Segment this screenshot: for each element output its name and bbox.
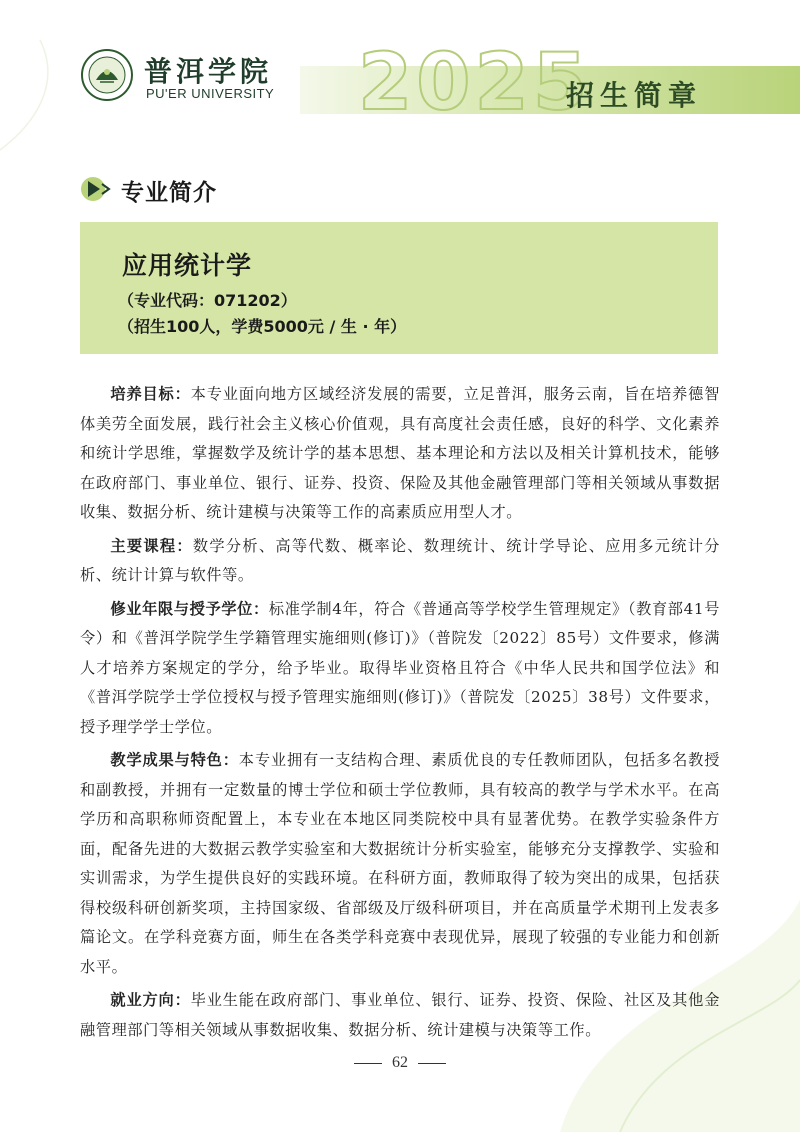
paragraph-label: 主要课程： bbox=[110, 536, 193, 555]
paragraph-text: 标准学制4年，符合《普通高等学校学生管理规定》（教育部41号令）和《普洱学院学生学籍管理实施细则(修订)》（普院发〔2022〕85号）文件要求，修满人才培养方案规定的学分，给予毕业。取得毕业资格且符合《中华人民共和国学位法》和《普洱学院学士学位授权与授予管理实施细则(修订)》（普院发〔2025〕38号）文件要求，授予理学学士学位。 bbox=[80, 599, 721, 736]
paragraph-label: 教学成果与特色： bbox=[110, 751, 239, 769]
paragraph-duration-degree bbox=[80, 595, 720, 743]
brochure-title: 招生简章 bbox=[566, 79, 703, 112]
paragraph-text: 毕业生能在政府部门、事业单位、银行、证券、投资、保险、社区及其他金融管理部门等相关领域从事数据收集、数据分析、统计建模与决策等工作。 bbox=[80, 991, 720, 1039]
school-logo bbox=[80, 48, 300, 108]
paragraph-text: 本专业面向地方区域经济发展的需要，立足普洱，服务云南，旨在培养德智体美劳全面发展，践行社会主义核心价值观，具有高度社会责任感，良好的科学、文化素养和统计学思维，掌握数学及统计学的基本思想、基本理论和方法以及相关计算机技术，能够在政府部门、事业单位、银行、证券、投资、保险及其他金融管理部门等相关领域从事数据收集、数据分析、统计建模与决策等工作的高素质应用型人才。 bbox=[80, 385, 720, 521]
paragraph-label: 培养目标： bbox=[110, 385, 191, 403]
school-name-cn: 普洱学院 bbox=[144, 55, 273, 88]
major-name: 应用统计学 bbox=[122, 251, 253, 280]
major-info-box bbox=[80, 222, 718, 354]
footer-dash-right bbox=[418, 1063, 446, 1064]
footer-dash-left bbox=[354, 1063, 382, 1064]
paragraph-training-goal bbox=[80, 380, 720, 528]
major-enrollment: （招生100人，学费5000元 / 生 · 年） bbox=[118, 317, 407, 336]
paragraph-label: 就业方向： bbox=[110, 991, 191, 1009]
page-number: 62 bbox=[392, 1054, 408, 1071]
section-title: 专业简介 bbox=[121, 180, 217, 206]
page-footer bbox=[0, 1054, 800, 1072]
paragraph-text: 本专业拥有一支结构合理、素质优良的专任教师团队，包括多名教授和副教授，并拥有一定数量的博士学位和硕士学位教师，具有较高的教学与学术水平。在高学历和高职称师资配置上，本专业在本地区同类院校中具有显著优势。在教学实验条件方面，配备先进的大数据云教学实验室和大数据统计分析实验室，能够充分支撑教学、实验和实训需求，为学生提供良好的实践环境。在科研方面，教师取得了较为突出的成果，包括获得校级科研创新奖项，主持国家级、省部级及厅级科研项目，并在高质量学术期刊上发表多篇论文。在学科竞赛方面，师生在各类学科竞赛中表现优异，展现了较强的专业能力和创新水平。 bbox=[80, 751, 721, 976]
major-code: （专业代码：071202） bbox=[118, 291, 297, 310]
school-seal-icon bbox=[80, 48, 134, 102]
paragraph-teaching-achievements bbox=[80, 746, 720, 982]
year-label: 2025 bbox=[358, 38, 592, 128]
paragraph-text: 数学分析、高等代数、概率论、数理统计、统计学导论、应用多元统计分析、统计计算与软件等。 bbox=[80, 536, 721, 584]
paragraph-main-courses bbox=[80, 532, 720, 591]
paragraph-label: 修业年限与授予学位： bbox=[110, 599, 269, 618]
school-name-en: PU'ER UNIVERSITY bbox=[146, 86, 275, 101]
major-description bbox=[80, 380, 720, 1049]
section-bullet-icon bbox=[80, 176, 114, 202]
paragraph-employment bbox=[80, 986, 720, 1045]
